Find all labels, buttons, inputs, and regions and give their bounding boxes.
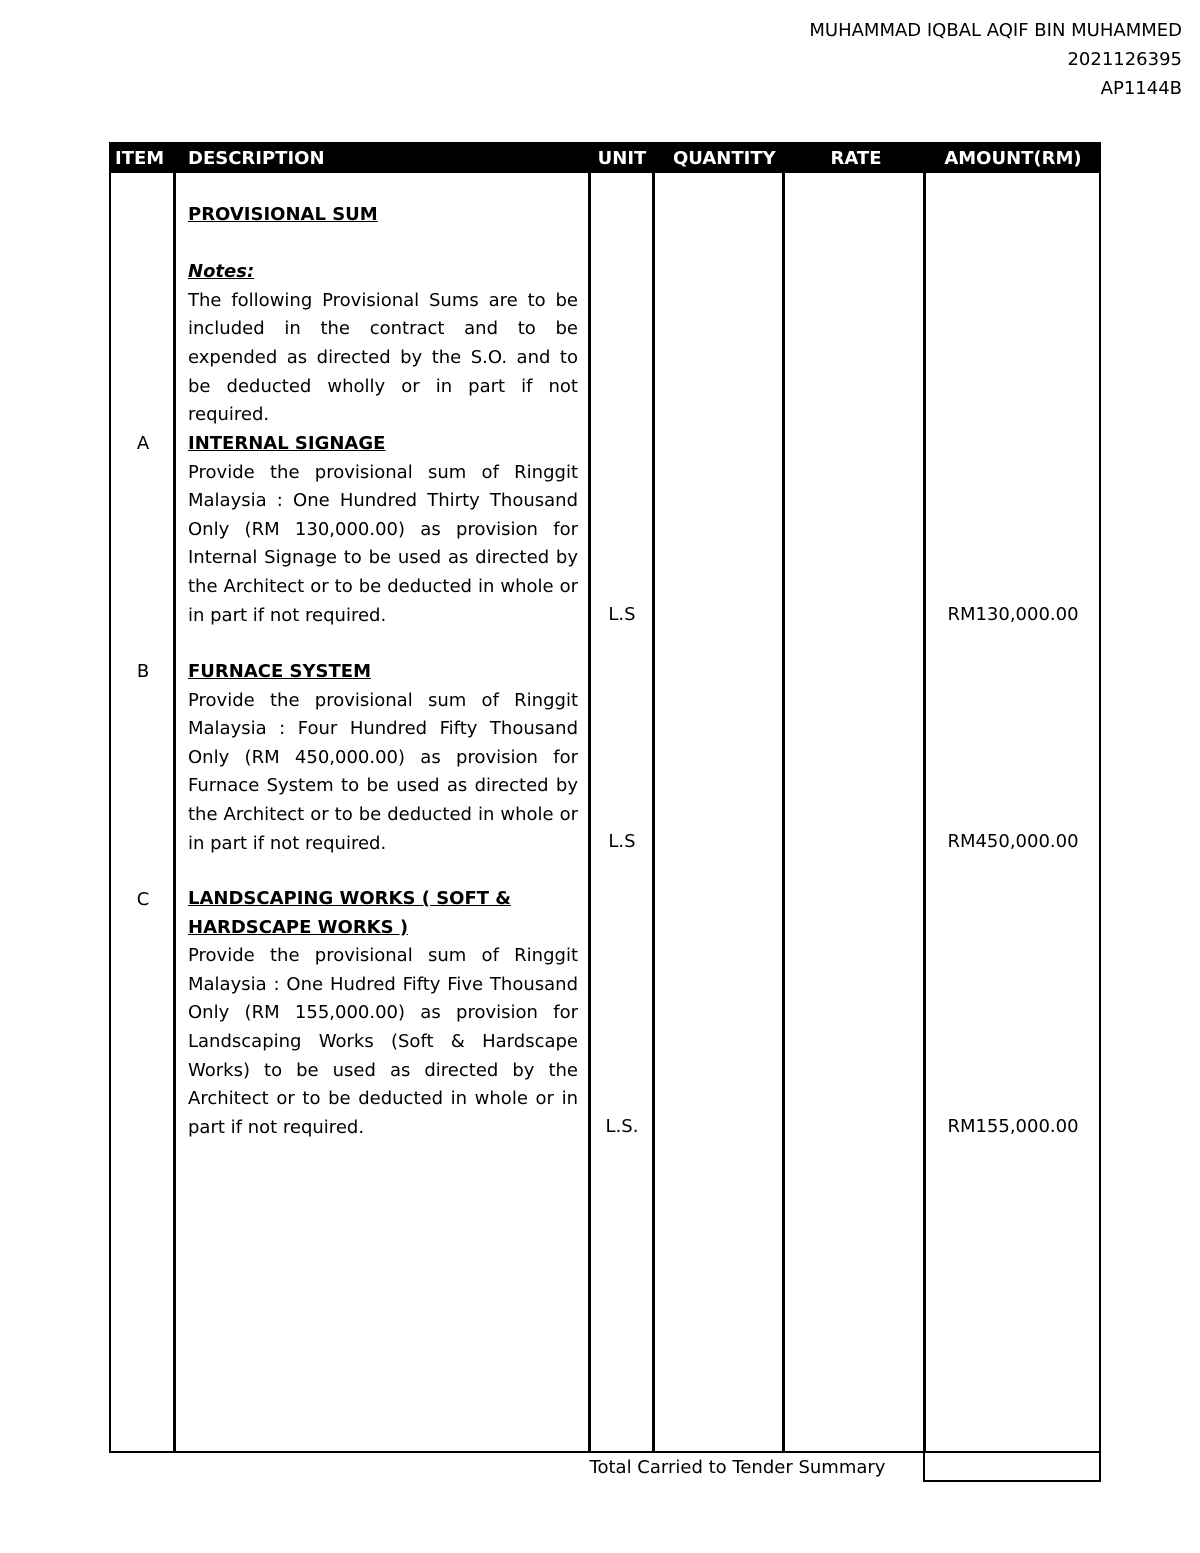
item-description: Provide the provisional sum of Ringgit Malaysia : Four Hundred Fifty Thousand Only (RM 450,000.00) as provision for Furnace System to be used as directed by the Architect or to be deducted in whole or in part if not required.: [188, 689, 578, 854]
bill-of-quantities-table: [109, 142, 1101, 1453]
item-title: FURNACE SYSTEM: [188, 661, 371, 682]
item-description: Provide the provisional sum of Ringgit Malaysia : One Hundred Thirty Thousand Only (RM 130,000.00) as provision for Internal Signage to be used as directed by the Architect or to be deducted in whole or in part if not required.: [188, 461, 578, 626]
total-amount-box: [923, 1451, 1101, 1482]
item-unit: L.S: [608, 604, 636, 625]
col-amount-header: AMOUNT(RM): [944, 148, 1082, 169]
item-amount: RM450,000.00: [947, 831, 1079, 852]
item-amount: RM155,000.00: [947, 1116, 1079, 1137]
item-letter: A: [136, 433, 150, 454]
col-item-header: ITEM: [115, 148, 165, 169]
item-title: INTERNAL SIGNAGE: [188, 433, 386, 454]
column-divider: [782, 173, 785, 1451]
table-header: [111, 144, 1099, 173]
item-unit: L.S.: [605, 1116, 639, 1137]
section-title: PROVISIONAL SUM: [188, 204, 378, 225]
item-description-block: [188, 430, 578, 630]
item-title-line2: HARDSCAPE WORKS ): [188, 916, 409, 938]
notes-text: The following Provisional Sums are to be included in the contract and to be expended as directed by the S.O. and to be deducted wholly or in part if not required.: [188, 289, 578, 426]
col-rate-header: RATE: [830, 148, 882, 169]
item-description-block: [188, 658, 578, 858]
item-letter: B: [136, 661, 150, 682]
item-description: Provide the provisional sum of Ringgit Malaysia : One Hudred Fifty Five Thousand Only (RM 155,000.00) as provision for Landscaping Works (Soft & Hardscape Works) to be used as directed by the Architect or to be deducted in whole or in part if not required.: [188, 945, 578, 1138]
col-description-header: DESCRIPTION: [188, 148, 325, 169]
column-divider: [923, 173, 926, 1451]
item-amount: RM130,000.00: [947, 604, 1079, 625]
item-description-block: [188, 885, 578, 1142]
section-block: [188, 201, 578, 430]
column-divider: [588, 173, 591, 1451]
course-code: AP1144B: [1100, 78, 1182, 99]
total-carried-label: Total Carried to Tender Summary: [589, 1457, 886, 1478]
col-unit-header: UNIT: [597, 148, 647, 169]
student-id: 2021126395: [1067, 49, 1182, 70]
item-title: LANDSCAPING WORKS ( SOFT &: [188, 888, 511, 909]
column-divider: [173, 173, 176, 1451]
column-divider: [652, 173, 655, 1451]
col-quantity-header: QUANTITY: [673, 148, 776, 169]
author-name: MUHAMMAD IQBAL AQIF BIN MUHAMMED: [809, 20, 1182, 41]
item-letter: C: [136, 889, 150, 910]
item-unit: L.S: [608, 831, 636, 852]
notes-label: Notes:: [188, 261, 255, 283]
